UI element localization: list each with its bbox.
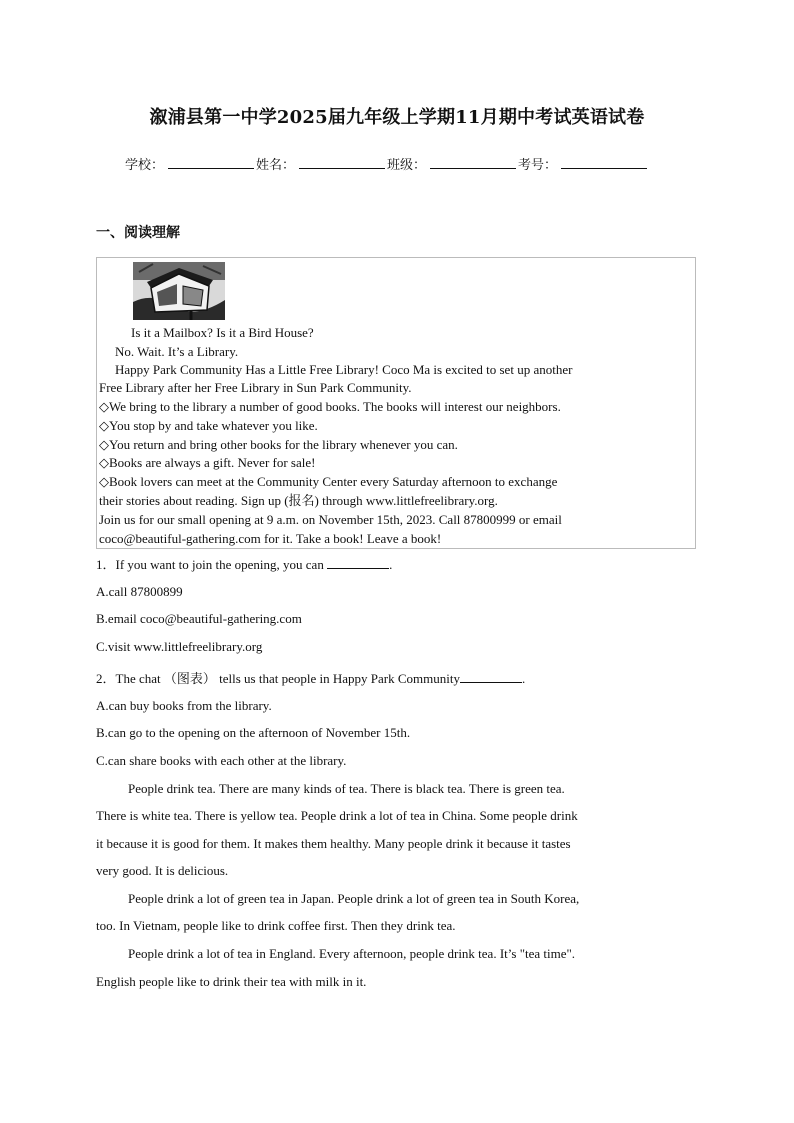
question-2-option-b[interactable]: B.can go to the opening on the afternoon of November 15th. xyxy=(96,725,411,740)
student-info-row xyxy=(125,154,649,173)
passage-b-line: too. In Vietnam, people like to drink coffee first. Then they drink tea. xyxy=(96,918,456,933)
passage-a-line: Join us for our small opening at 9 a.m. on November 15th, 2023. Call 87800999 or email xyxy=(99,512,562,527)
passage-a-line: their stories about reading. Sign up (报名) through www.littlefreelibrary.org. xyxy=(99,493,498,508)
passage-b-line: very good. It is delicious. xyxy=(96,863,229,878)
passage-a-line: ◇We bring to the library a number of good books. The books will interest our neighbors. xyxy=(99,399,561,414)
passage-a-line: ◇You return and bring other books for the library whenever you can. xyxy=(99,437,458,452)
passage-a-line: ◇You stop by and take whatever you like. xyxy=(99,418,318,433)
question-1-stem: 1．If you want to join the opening, you can . xyxy=(96,557,393,572)
page-title: 溆浦县第一中学2025届九年级上学期11月期中考试英语试卷 xyxy=(149,107,645,128)
answer-blank[interactable] xyxy=(460,670,522,683)
passage-a-box xyxy=(96,257,696,549)
passage-a-line: ◇Books are always a gift. Never for sale! xyxy=(99,455,316,470)
question-1-option-a[interactable]: A.call 87800899 xyxy=(96,584,183,599)
passage-b-line: People drink a lot of tea in England. Every afternoon, people drink tea. It’s "tea time". xyxy=(128,946,576,961)
class-label: 班级： xyxy=(387,158,427,173)
question-1-option-c[interactable]: C.visit www.littlefreelibrary.org xyxy=(96,639,263,654)
school-label: 学校： xyxy=(125,158,165,173)
exam-number-field[interactable] xyxy=(561,154,647,169)
question-2-option-c[interactable]: C.can share books with each other at the library. xyxy=(96,753,347,768)
passage-b-line: it because it is good for them. It makes them healthy. Many people drink it because it tastes xyxy=(96,836,571,851)
little-free-library-house-icon xyxy=(133,262,225,320)
passage-a-line: Is it a Mailbox? Is it a Bird House? xyxy=(131,325,314,340)
passage-b-line: People drink tea. There are many kinds of tea. There is black tea. There is green tea. xyxy=(128,781,565,796)
passage-b-line: People drink a lot of green tea in Japan. People drink a lot of green tea in South Korea, xyxy=(128,891,580,906)
section-title: 一、阅读理解 xyxy=(96,225,180,241)
answer-blank[interactable] xyxy=(327,556,389,569)
question-2-option-a[interactable]: A.can buy books from the library. xyxy=(96,698,272,713)
passage-b-line: There is white tea. There is yellow tea. People drink a lot of tea in China. Some people drink xyxy=(96,808,578,823)
exam-number-label: 考号： xyxy=(518,158,558,173)
name-field[interactable] xyxy=(299,154,385,169)
passage-b-line: English people like to drink their tea with milk in it. xyxy=(96,974,367,989)
passage-a-line: coco@beautiful-gathering.com for it. Take a book! Leave a book! xyxy=(99,531,442,546)
passage-a-line: Free Library after her Free Library in Sun Park Community. xyxy=(99,380,412,395)
question-1-option-b[interactable]: B.email coco@beautiful-gathering.com xyxy=(96,611,302,626)
passage-a-line: No. Wait. It’s a Library. xyxy=(115,344,239,359)
passage-a-line: ◇Book lovers can meet at the Community Center every Saturday afternoon to exchange xyxy=(99,474,558,489)
question-2-stem: 2．The chat （图表） tells us that people in Happy Park Community . xyxy=(96,671,526,686)
class-field[interactable] xyxy=(430,154,516,169)
name-label: 姓名： xyxy=(256,158,296,173)
passage-a-line: Happy Park Community Has a Little Free Library! Coco Ma is excited to set up another xyxy=(115,362,573,377)
school-field[interactable] xyxy=(168,154,254,169)
